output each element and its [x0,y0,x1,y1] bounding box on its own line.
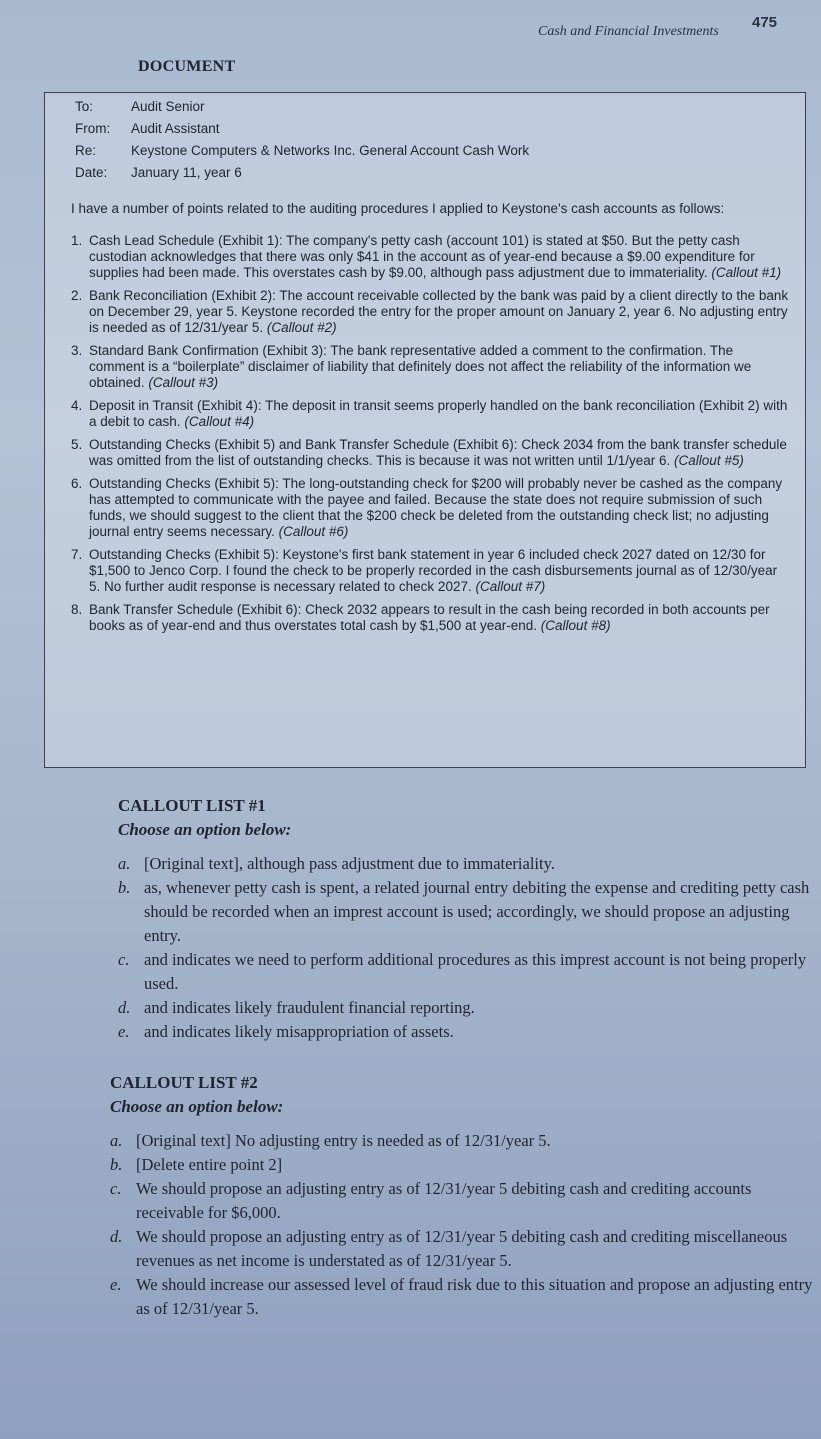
callout-ref[interactable]: (Callout #7) [475,579,546,594]
re-label: Re: [75,143,97,158]
point-number: 3. [71,343,83,358]
point-number: 6. [71,476,83,491]
callout-ref[interactable]: (Callout #3) [148,375,219,390]
page-number: 475 [752,14,778,31]
option-text: as, whenever petty cash is spent, a related journal entry debiting the expense and crediting petty cash should be recorded when an imprest account is used; accordingly, we should propose an adjusting entry. [144,878,810,945]
point-number: 5. [71,437,83,452]
option-letter: c. [118,950,130,969]
from-label: From: [75,121,111,136]
point-item [59,288,789,336]
re-value: Keystone Computers & Networks Inc. General Account Cash Work [131,143,530,158]
point-item [59,547,789,595]
memo-date-row [75,165,242,180]
document-label: DOCUMENT [138,58,236,75]
callout-ref[interactable]: (Callout #1) [711,265,782,280]
option-text: We should propose an adjusting entry as of 12/31/year 5 debiting cash and crediting accounts receivable for $6,000. [136,1179,752,1222]
point-number: 2. [71,288,83,303]
point-item [59,233,789,281]
point-text: Deposit in Transit (Exhibit 4): The deposit in transit seems properly handled on the bank reconciliation (Exhibit 2) with a debit to cash. [89,398,788,429]
option-letter: e. [118,1022,130,1041]
memo-from-row [75,121,220,136]
callout-option[interactable] [110,1225,813,1273]
memo-box [44,92,806,768]
memo-re-row [75,143,529,158]
memo-to-row [75,99,205,114]
option-letter: d. [110,1227,123,1246]
point-number: 8. [71,602,83,617]
callout-option[interactable] [118,1020,813,1044]
option-text: [Original text] No adjusting entry is needed as of 12/31/year 5. [136,1131,551,1150]
option-letter: c. [110,1179,122,1198]
callout-prompt: Choose an option below: [110,1097,284,1116]
point-text: Bank Transfer Schedule (Exhibit 6): Check 2032 appears to result in the cash being recorded in both accounts per books as of year-end and thus overstates total cash by $1,500 at year-end. [89,602,770,633]
to-value: Audit Senior [131,99,205,114]
option-letter: b. [118,878,131,897]
points-list [59,233,789,641]
point-text: Outstanding Checks (Exhibit 5) and Bank Transfer Schedule (Exhibit 6): Check 2034 from the bank transfer schedule was omitted from the list of outstanding checks. This is because it was not written until 1/1/year 6. [89,437,787,468]
from-value: Audit Assistant [131,121,220,136]
callout-ref[interactable]: (Callout #4) [184,414,255,429]
option-letter: a. [118,854,131,873]
point-item [59,398,789,430]
option-letter: d. [118,998,131,1017]
option-text: We should propose an adjusting entry as of 12/31/year 5 debiting cash and crediting miscellaneous revenues as net income is understated as of 12/31/year 5. [136,1227,788,1270]
callout-option[interactable] [110,1177,813,1225]
callout-ref[interactable]: (Callout #2) [266,320,337,335]
date-value: January 11, year 6 [131,165,242,180]
point-item [59,437,789,469]
option-text: and indicates likely misappropriation of assets. [144,1022,454,1041]
point-number: 4. [71,398,83,413]
option-text: and indicates likely fraudulent financial reporting. [144,998,475,1017]
point-text: Outstanding Checks (Exhibit 5): The long-outstanding check for $200 will probably never be cashed as the company has attempted to communicate with the payee and failed. Because the state does not require submission of such funds, we should suggest to the client that the $200 check be deleted from the outstanding check list; no adjusting journal entry seems necessary. [89,476,783,539]
callout-list-2 [110,1073,813,1321]
callout-option[interactable] [118,876,813,948]
point-item [59,602,789,634]
point-number: 1. [71,233,83,248]
point-text: Bank Reconciliation (Exhibit 2): The account receivable collected by the bank was paid by a client directly to the bank on December 29, year 5. Keystone recorded the entry for the proper amount on January 2, year 6. No adjusting entry is needed as of 12/31/year 5. [89,288,789,335]
callout-option[interactable] [110,1153,813,1177]
callout-option[interactable] [110,1273,813,1321]
point-item [59,476,789,540]
point-item [59,343,789,391]
callout-option[interactable] [118,948,813,996]
date-label: Date: [75,165,108,180]
callout-option[interactable] [110,1129,813,1153]
point-text: Cash Lead Schedule (Exhibit 1): The company's petty cash (account 101) is stated at $50. But the petty cash custodian acknowledges that there was only $41 in the account as of year-end because a $9.00 expenditure for supplies had been made. This overstates cash by $9.00, although pass adjustment due to immateriality. [89,233,755,280]
memo-intro: I have a number of points related to the auditing procedures I applied to Keystone's cash accounts as follows: [71,201,725,216]
point-text: Outstanding Checks (Exhibit 5): Keystone's first bank statement in year 6 included check 2027 dated on 12/30 for $1,500 to Jenco Corp. I found the check to be properly recorded in the cash disbursements journal as of 12/30/year 5. No further audit response is necessary related to check 2027. [89,547,778,594]
option-letter: e. [110,1275,122,1294]
callout-ref[interactable]: (Callout #8) [540,618,611,633]
option-letter: b. [110,1155,123,1174]
callout-prompt: Choose an option below: [118,820,292,839]
to-label: To: [75,99,94,114]
option-text: We should increase our assessed level of fraud risk due to this situation and propose an adjusting entry as of 12/31/year 5. [136,1275,813,1318]
callout-option[interactable] [118,852,813,876]
option-text: [Original text], although pass adjustment due to immateriality. [144,854,555,873]
option-letter: a. [110,1131,123,1150]
callout-option[interactable] [118,996,813,1020]
callout-list-1 [118,796,813,1044]
point-number: 7. [71,547,83,562]
callout-ref[interactable]: (Callout #6) [278,524,349,539]
callout-title: CALLOUT LIST #2 [110,1073,258,1092]
callout-ref[interactable]: (Callout #5) [674,453,744,468]
running-head: Cash and Financial Investments [538,24,719,39]
option-text: [Delete entire point 2] [136,1155,283,1174]
option-text: and indicates we need to perform additional procedures as this imprest account is not being properly used. [144,950,807,993]
callout-title: CALLOUT LIST #1 [118,796,266,815]
point-text: Standard Bank Confirmation (Exhibit 3): The bank representative added a comment to the confirmation. The comment is a “boilerplate” disclaimer of liability that definitely does not affect the reliability of the information we obtained. [89,343,752,390]
